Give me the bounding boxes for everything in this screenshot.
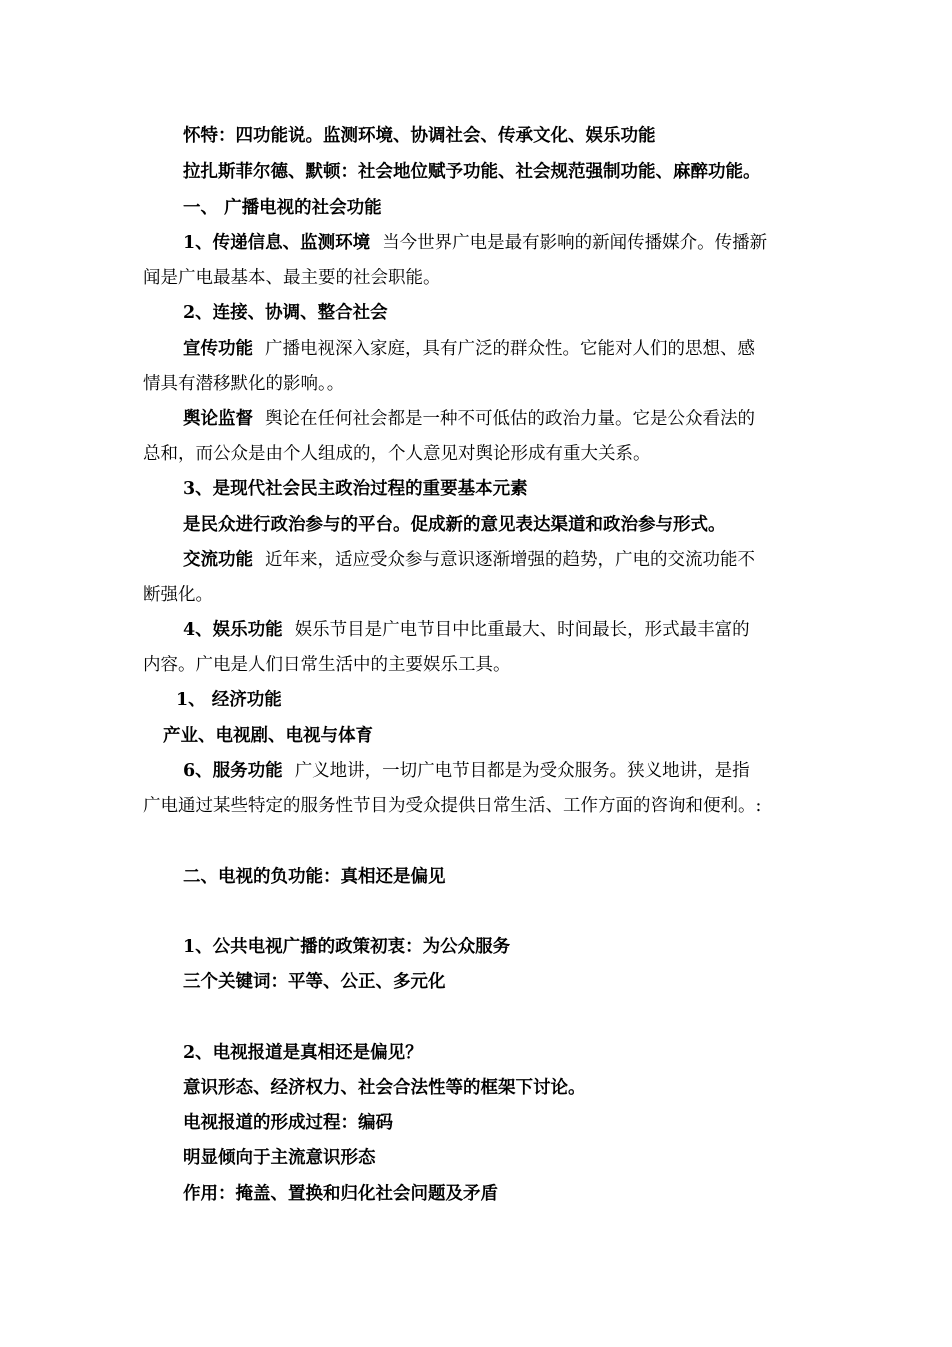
line-ideology-framework: 意识形态、经济权力、社会合法性等的框架下讨论。 (183, 1078, 586, 1098)
paragraph-entertainment-line2: 内容。广电是人们日常生活中的主要娱乐工具。 (143, 655, 511, 675)
paragraph-propaganda-line1 (183, 337, 755, 361)
heading-public-broadcasting: 1、公共电视广播的政策初衷：为公众服务 (183, 937, 511, 957)
term-communication: 交流功能 (183, 550, 253, 570)
line-industry-drama-sports: 产业、电视剧、电视与体育 (163, 726, 373, 746)
paragraph-opinion-line1 (183, 407, 755, 431)
line-lazarsfeld-merton: 拉扎斯菲尔德、默顿：社会地位赋予功能、社会规范强制功能、麻醉功能。 (183, 162, 761, 182)
text-transmit-info: 当今世界广电是最有影响的新闻传播媒介。传播新 (382, 233, 768, 253)
paragraph-service-line2: 广电通过某些特定的服务性节目为受众提供日常生活、工作方面的咨询和便利。: (143, 796, 762, 816)
heading-truth-or-bias: 2、电视报道是真相还是偏见？ (183, 1043, 423, 1063)
paragraph-communication-line1 (183, 548, 755, 572)
line-effect: 作用：掩盖、置换和归化社会问题及矛盾 (183, 1184, 498, 1204)
text-opinion-supervision: 舆论在任何社会都是一种不可低估的政治力量。它是公众看法的 (265, 409, 755, 429)
term-entertainment: 4、娱乐功能 (183, 620, 283, 640)
line-encoding-process: 电视报道的形成过程：编码 (183, 1113, 393, 1133)
heading-connect-coordinate: 2、连接、协调、整合社会 (183, 303, 388, 323)
paragraph-communication-line2: 断强化。 (143, 585, 213, 605)
paragraph-service-line1 (183, 759, 750, 783)
line-mainstream-ideology: 明显倾向于主流意识形态 (183, 1148, 376, 1168)
text-propaganda: 广播电视深入家庭，具有广泛的群众性。它能对人们的思想、感 (265, 339, 755, 359)
line-white-four-functions: 怀特：四功能说。监测环境、协调社会、传承文化、娱乐功能 (183, 126, 656, 146)
term-transmit-info: 1、传递信息、监测环境 (183, 233, 371, 253)
text-service: 广义地讲，一切广电节目都是为受众服务。狭义地讲，是指 (294, 761, 750, 781)
term-propaganda: 宣传功能 (183, 339, 253, 359)
heading-section-one: 一、 广播电视的社会功能 (183, 198, 382, 218)
line-three-keywords: 三个关键词：平等、公正、多元化 (183, 972, 446, 992)
paragraph-opinion-line2: 总和，而公众是由个人组成的，个人意见对舆论形成有重大关系。 (143, 444, 651, 464)
heading-economic-function: 1、 经济功能 (176, 690, 282, 710)
text-communication: 近年来，适应受众参与意识逐渐增强的趋势，广电的交流功能不 (265, 550, 755, 570)
paragraph-transmit-info-line2: 闻是广电最基本、最主要的社会职能。 (143, 268, 441, 288)
paragraph-entertainment-line1 (183, 618, 750, 642)
paragraph-transmit-info-line1 (183, 231, 767, 255)
line-political-participation: 是民众进行政治参与的平台。促成新的意见表达渠道和政治参与形式。 (183, 515, 726, 535)
term-service: 6、服务功能 (183, 761, 283, 781)
heading-section-two: 二、电视的负功能：真相还是偏见 (183, 867, 446, 887)
term-opinion-supervision: 舆论监督 (183, 409, 253, 429)
heading-democratic-politics: 3、是现代社会民主政治过程的重要基本元素 (183, 479, 528, 499)
paragraph-propaganda-line2: 情具有潜移默化的影响。。 (143, 374, 345, 394)
text-entertainment: 娱乐节目是广电节目中比重最大、时间最长，形式最丰富的 (294, 620, 750, 640)
